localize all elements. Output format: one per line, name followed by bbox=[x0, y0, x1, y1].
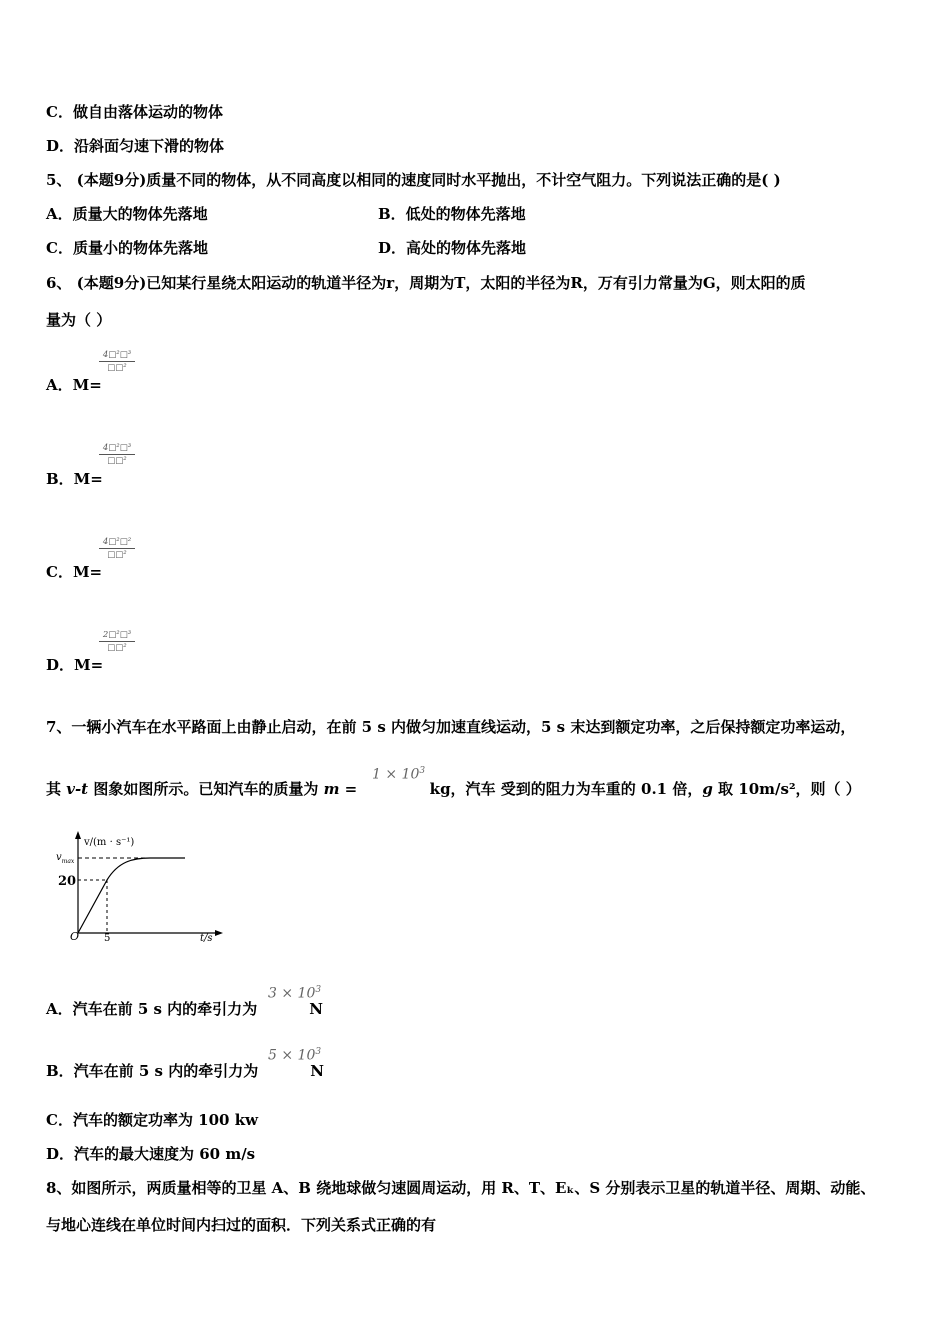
mass-variable: m bbox=[323, 780, 340, 798]
q7-stem-line2 bbox=[46, 779, 861, 799]
option-unit: N bbox=[309, 1000, 323, 1018]
q4-option-c: C．做自由落体运动的物体 bbox=[46, 103, 223, 121]
text-span: = bbox=[339, 780, 363, 798]
exponent: 3 bbox=[419, 766, 426, 776]
q7-vt-graph bbox=[50, 830, 230, 945]
text-span: 其 bbox=[46, 780, 67, 798]
formula-numerator: 2□²□³ bbox=[102, 630, 132, 640]
g-variable: g bbox=[702, 780, 713, 798]
coefficient: 1 × 10 bbox=[372, 766, 420, 783]
q5-option-a: A．质量大的物体先落地 bbox=[46, 205, 208, 223]
fraction-bar bbox=[99, 641, 135, 642]
fraction-bar bbox=[99, 548, 135, 549]
q7-stem-line1: 7、一辆小汽车在水平路面上由静止启动，在前 5 s 内做匀加速直线运动，5 s 末达到额定功率，之后保持额定功率运动， bbox=[46, 718, 856, 736]
formula-numerator: 4□²□² bbox=[102, 537, 132, 547]
text-span: 图象如图所示。已知汽车的质量为 bbox=[88, 780, 324, 798]
x-tick-5: 5 bbox=[104, 933, 111, 944]
vmax-label bbox=[56, 852, 75, 865]
formula-numerator: 4□²□³ bbox=[102, 443, 132, 453]
q6-option-b-formula bbox=[97, 443, 137, 466]
q6-option-a-formula bbox=[97, 350, 137, 373]
vt-curve bbox=[78, 858, 185, 933]
q5-option-c: C．质量小的物体先落地 bbox=[46, 239, 208, 257]
q7-option-d: D．汽车的最大速度为 60 m/s bbox=[46, 1145, 256, 1163]
q7-option-a bbox=[46, 999, 323, 1019]
formula-denominator: □□² bbox=[107, 363, 127, 373]
q8-stem-line2: 与地心连线在单位时间内扫过的面积．下列关系式正确的有 bbox=[46, 1216, 437, 1234]
y-axis-arrow bbox=[75, 831, 81, 839]
q6-option-b-label: B．M= bbox=[46, 470, 103, 488]
q6-stem-line2: 量为（ ） bbox=[46, 311, 112, 329]
formula-denominator: □□² bbox=[107, 550, 127, 560]
q7-option-b bbox=[46, 1061, 324, 1081]
fraction-bar bbox=[99, 454, 135, 455]
formula-denominator: □□² bbox=[107, 643, 127, 653]
formula-denominator: □□² bbox=[107, 456, 127, 466]
q6-option-c-label: C．M= bbox=[46, 563, 103, 581]
q7-option-b-formula bbox=[268, 1047, 321, 1064]
formula-numerator: 4□²□³ bbox=[102, 350, 132, 360]
q5-stem: 5、 (本题9分)质量不同的物体，从不同高度以相同的速度同时水平抛出，不计空气阻力。下列说法正确的是( ) bbox=[46, 171, 781, 189]
vmax-symbol: v bbox=[56, 852, 62, 863]
exponent: 3 bbox=[315, 985, 322, 995]
y-tick-20: 20 bbox=[58, 874, 77, 889]
vt-variable: v-t bbox=[66, 780, 89, 798]
text-span: kg，汽车 受到的阻力为车重的 0.1 倍， bbox=[424, 780, 703, 798]
q6-option-d-formula bbox=[97, 630, 137, 653]
origin-label: O bbox=[70, 930, 80, 943]
exponent: 3 bbox=[315, 1047, 322, 1057]
q7-option-a-formula bbox=[268, 985, 321, 1002]
q7-option-c: C．汽车的额定功率为 100 kw bbox=[46, 1111, 259, 1129]
option-text: A．汽车在前 5 s 内的牵引力为 bbox=[46, 1000, 258, 1018]
vmax-subscript: max bbox=[61, 858, 75, 865]
coefficient: 5 × 10 bbox=[268, 1047, 316, 1064]
q6-stem-line1: 6、 (本题9分)已知某行星绕太阳运动的轨道半径为r，周期为T，太阳的半径为R，万有引力常量为G，则太阳的质 bbox=[46, 274, 806, 292]
q8-stem-line1: 8、如图所示，两质量相等的卫星 A、B 绕地球做匀速圆周运动，用 R、T、Eₖ、S 分别表示卫星的轨道半径、周期、动能、 bbox=[46, 1179, 876, 1197]
q5-option-d: D．高处的物体先落地 bbox=[378, 239, 527, 257]
q4-option-d: D．沿斜面匀速下滑的物体 bbox=[46, 137, 225, 155]
text-span: 取 10m/s²，则（ ） bbox=[712, 780, 861, 798]
x-axis-label: t/s bbox=[200, 933, 213, 944]
option-text: B．汽车在前 5 s 内的牵引力为 bbox=[46, 1062, 259, 1080]
q7-mass-formula bbox=[372, 766, 425, 783]
option-unit: N bbox=[310, 1062, 324, 1080]
q6-option-d-label: D．M= bbox=[46, 656, 104, 674]
y-axis-label: v/(m · s⁻¹) bbox=[84, 837, 135, 848]
coefficient: 3 × 10 bbox=[268, 985, 316, 1002]
fraction-bar bbox=[99, 361, 135, 362]
q6-option-c-formula bbox=[97, 537, 137, 560]
q6-option-a-label: A．M= bbox=[46, 376, 102, 394]
x-axis-arrow bbox=[215, 930, 223, 936]
q5-option-b: B．低处的物体先落地 bbox=[378, 205, 526, 223]
